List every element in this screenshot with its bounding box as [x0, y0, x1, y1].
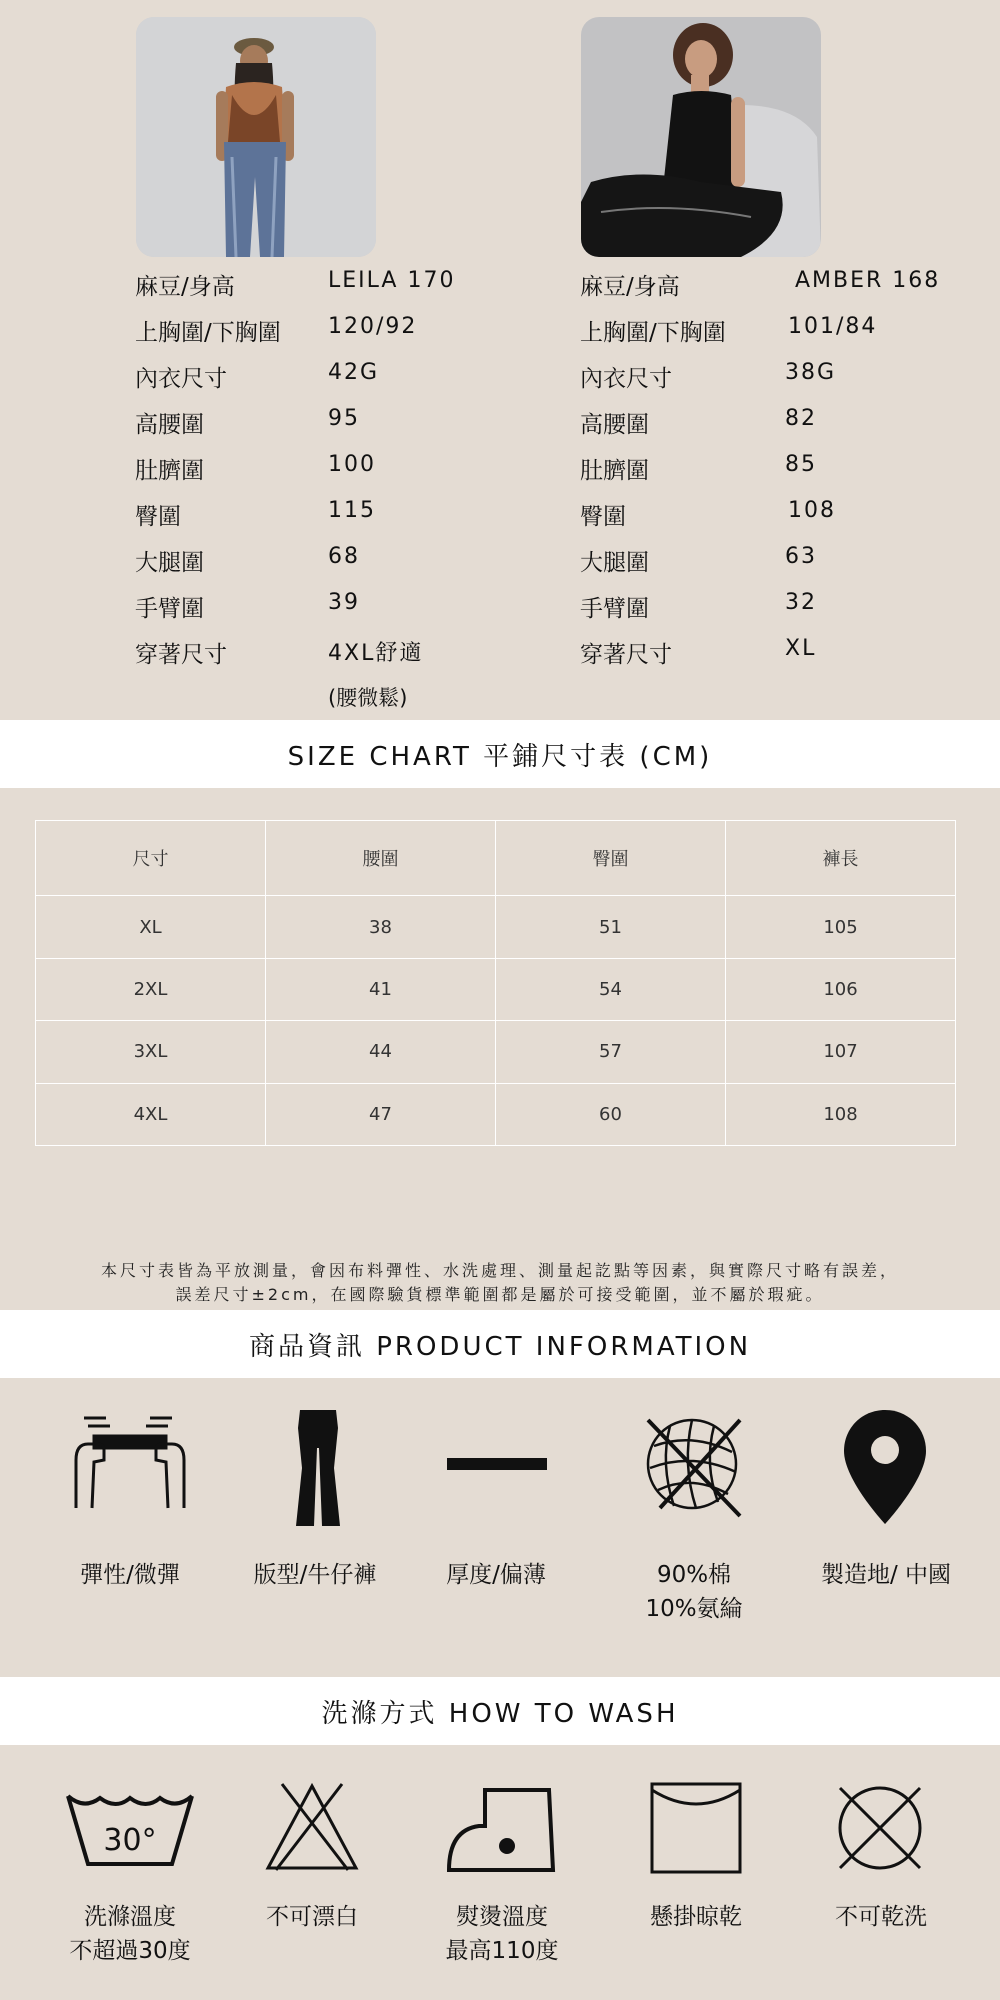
size-note-line1: 本尺寸表皆為平放測量，會因布料彈性、水洗處理、測量起訖點等因素，與實際尺寸略有誤差， — [100, 1261, 899, 1280]
model2-value-arm: 32 — [785, 590, 817, 615]
model2-value-size: XL — [785, 636, 817, 661]
model2-row-bra: 內衣尺寸 — [580, 366, 672, 392]
yarn-ball-icon — [640, 1412, 750, 1526]
model1-value-high-waist: 95 — [328, 406, 360, 431]
product-info-heading: 商品資訊 PRODUCT INFORMATION — [0, 1310, 1000, 1378]
model-photo-amber — [581, 17, 821, 257]
model1-value-navel: 100 — [328, 452, 376, 477]
iron-icon — [445, 1786, 557, 1880]
model1-value-arm: 39 — [328, 590, 360, 615]
model2-row-bust: 上胸圍/下胸圍 — [580, 320, 726, 346]
no-dry-clean-label: 不可乾洗 — [835, 1904, 927, 1930]
model2-value-thigh: 63 — [785, 544, 817, 569]
size-chart-heading: SIZE CHART 平鋪尺寸表 (CM) — [0, 720, 1000, 788]
size-note-line2: 誤差尺寸±2cm，在國際驗貨標準範圍都是屬於可接受範圍，並不屬於瑕疵。 — [175, 1285, 825, 1304]
wash-heading: 洗滌方式 HOW TO WASH — [0, 1677, 1000, 1745]
table-row — [36, 896, 956, 958]
model2-row-high-waist: 高腰圍 — [580, 412, 649, 438]
model1-row-high-waist: 高腰圍 — [135, 412, 204, 438]
flare-jeans-icon — [288, 1408, 348, 1532]
model2-value-bust: 101/84 — [788, 314, 878, 339]
wash-tub-30-icon — [64, 1788, 196, 1872]
stretch-hands-icon — [70, 1410, 190, 1514]
model1-row-height: 麻豆/身高 — [135, 274, 235, 300]
table-cell: 47 — [266, 1083, 496, 1145]
table-cell: 105 — [726, 896, 956, 958]
location-pin-icon — [842, 1408, 928, 1530]
model1-value-bra: 42G — [328, 360, 380, 385]
model2-value-height: AMBER 168 — [795, 268, 941, 293]
product-origin-label: 製造地/ 中國 — [820, 1562, 952, 1588]
model1-row-bra: 內衣尺寸 — [135, 366, 227, 392]
model1-row-bust: 上胸圍/下胸圍 — [135, 320, 281, 346]
model1-row-thigh: 大腿圍 — [135, 550, 204, 576]
table-cell: 57 — [496, 1021, 726, 1083]
model1-row-navel: 肚臍圍 — [135, 458, 204, 484]
model2-value-bra: 38G — [785, 360, 837, 385]
no-bleach-label: 不可漂白 — [266, 1904, 358, 1930]
model1-value-hip: 115 — [328, 498, 376, 523]
table-cell: 107 — [726, 1021, 956, 1083]
model2-row-hip: 臀圍 — [580, 504, 626, 530]
table-cell: 2XL — [36, 958, 266, 1020]
model2-row-navel: 肚臍圍 — [580, 458, 649, 484]
thickness-bar-icon — [447, 1455, 547, 1474]
hang-dry-icon — [650, 1782, 742, 1878]
model1-size-note: (腰微鬆) — [328, 686, 408, 710]
no-dry-clean-icon — [834, 1782, 926, 1878]
model2-row-arm: 手臂圍 — [580, 596, 649, 622]
product-stretch-label: 彈性/微彈 — [80, 1562, 180, 1588]
table-header-row — [36, 821, 956, 896]
product-thickness-label: 厚度/偏薄 — [446, 1562, 546, 1588]
model1-value-bust: 120/92 — [328, 314, 418, 339]
table-row — [36, 958, 956, 1020]
table-header-cell: 褲長 — [726, 821, 956, 896]
product-fit-label: 版型/牛仔褲 — [253, 1562, 377, 1588]
table-cell: 3XL — [36, 1021, 266, 1083]
table-cell: 38 — [266, 896, 496, 958]
model1-row-arm: 手臂圍 — [135, 596, 204, 622]
wash-temp-label: 洗滌溫度 不超過30度 — [69, 1904, 191, 1964]
table-cell: 51 — [496, 896, 726, 958]
table-cell: 44 — [266, 1021, 496, 1083]
iron-temp-label: 熨燙溫度 最高110度 — [445, 1904, 559, 1964]
table-cell: 60 — [496, 1083, 726, 1145]
product-material-label: 90%棉 10%氨綸 — [645, 1562, 743, 1622]
model2-row-height: 麻豆/身高 — [580, 274, 680, 300]
model2-row-size: 穿著尺寸 — [580, 642, 672, 668]
table-row — [36, 1083, 956, 1145]
model1-value-height: LEILA 170 — [328, 268, 456, 293]
table-cell: 106 — [726, 958, 956, 1020]
table-cell: 41 — [266, 958, 496, 1020]
no-bleach-icon — [264, 1782, 360, 1876]
model2-value-navel: 85 — [785, 452, 817, 477]
hang-dry-label: 懸掛晾乾 — [650, 1904, 742, 1930]
size-chart-table — [35, 820, 956, 1146]
table-cell: 108 — [726, 1083, 956, 1145]
model-photo-leila — [136, 17, 376, 257]
table-header-cell: 臀圍 — [496, 821, 726, 896]
table-cell: 4XL — [36, 1083, 266, 1145]
table-header-cell: 腰圍 — [266, 821, 496, 896]
model1-row-hip: 臀圍 — [135, 504, 181, 530]
wash-temp-symbol: 30° — [103, 1823, 157, 1858]
model2-value-hip: 108 — [788, 498, 836, 523]
table-cell: XL — [36, 896, 266, 958]
model2-value-high-waist: 82 — [785, 406, 817, 431]
table-row — [36, 1021, 956, 1083]
model1-value-size: 4XL舒適 — [328, 641, 424, 666]
model1-row-size: 穿著尺寸 — [135, 642, 227, 668]
model1-value-thigh: 68 — [328, 544, 360, 569]
table-cell: 54 — [496, 958, 726, 1020]
table-header-cell: 尺寸 — [36, 821, 266, 896]
model2-row-thigh: 大腿圍 — [580, 550, 649, 576]
